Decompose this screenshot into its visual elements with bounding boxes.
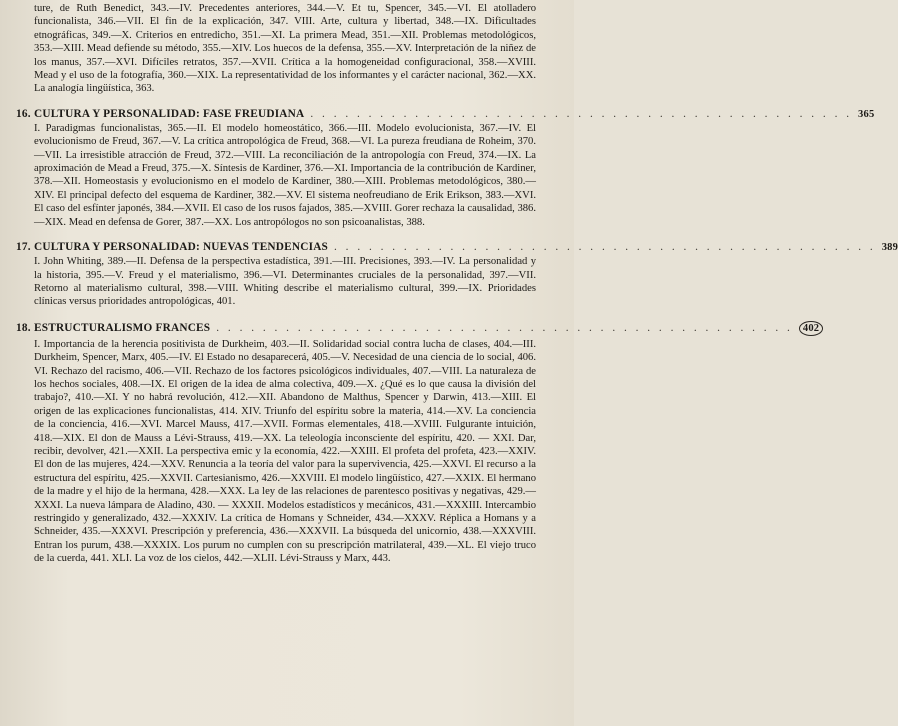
chapter-15-continuation: ture, de Ruth Benedict, 343.—IV. Precedentes anteriores, 344.—V. Et tu, Spencer, 345.—VI. El atolladero funcionalista, 346.—VII. El fin de la explicación, 347. VIII. Arte, cultura y libertad, 348.—IX. Dificultades etnográficas, 349.—X. Criterios en entredicho, 351.—XI. La primera Mead, 351.—XII. Problemas metodológicos, 353.—XIII. Mead defiende su método, 355.—XIV. Los huecos de la defensa, 355.—XV. Interpretación de la niñez de los manus, 357.—XVI. Difíciles retratos, 357.—XVII. Crítica a la homogeneidad configuracional, 358.—XVIII. Mead y el uso de la fotografía, 360.—XIX. La representatividad de los informantes y el carácter nacional, 362.—XX. La analogía lingüística, 363.	[34, 3, 536, 95]
chapter-title: CULTURA Y PERSONALIDAD: NUEVAS TENDENCIAS	[34, 241, 329, 254]
chapter-18	[16, 321, 820, 566]
dot-leader: . . . . . . . . . . . . . . . . . . . . . . . . . . . . . . . . . . . . . . . . . . . . . . . . . .	[216, 321, 793, 334]
chapter-page-number: 365	[858, 108, 875, 120]
chapter-number: 18.	[16, 321, 31, 334]
chapter-sections: I. Importancia de la herencia positivista de Durkheim, 403.—II. Solidaridad social contra lucha de clases, 404.—III. Durkheim, Spencer, Marx, 405.—IV. El Estado no desaparecerá, 405.—V. Necesidad de una ciencia de lo social, 406. VI. Rechazo del racismo, 406.—VII. Rechazo de los factores psicológicos individuales, 407.—VIII. La naturaleza de los hechos sociales, 408.—IX. El origen de la idea de alma colectiva, 409.—X. ¿Qué es lo que causa la división del trabajo?, 410.—XI. Y no habrá revolución, 412.—XII. Abandono de Malthus, Spencer y Darwin, 413.—XIII. El origen de las explicaciones funcionalistas, 414. XIV. Triunfo del espíritu sobre la materia, 414.—XV. La conciencia de la conciencia, 416.—XVI. Marcel Mauss, 417.—XVII. Formas elementales, 418.—XVIII. Fulgurante intuición, 418.—XIX. El don de Mauss a Lévi-Strauss, 419.—XX. La teleología inconsciente del espíritu, 420. — XXI. Dar, recibir, devolver, 421.—XXII. La perspectiva emic y la economía, 422.—XXIII. El profeta del profeta, 423.—XXIV. El don de las mujeres, 424.—XXV. Renuncia a la teoría del valor para la supervivencia, 425.—XXVI. El recurso a la estructura del espíritu, 425.—XXVII. Cartesianismo, 426.—XXVIII. El modelo lingüístico, 427.—XXIX. El hermano de la madre y el hijo de la hermana, 428.—XXX. La ley de las relaciones de parentesco positivas y negativas, 429.—XXXI. La nueva lámpara de Aladino, 430. — XXXII. Modelos estadísticos y mecánicos, 431.—XXXIII. Intercambio restringido y generalizado, 432.—XXXIV. La crítica de Homans y Schneider, 434.—XXXV. Réplica a Homans y a Schneider, 435.—XXXVI. Prescripción y preferencia, 436.—XXXVII. La búsqueda del unicornio, 438.—XXXVIII. Entran los purum, 438.—XXXIX. Los purum no cumplen con su prescripción matrilateral, 439.—XL. El viejo truco de la cuerda, 441. XLI. La voz de los cielos, 442.—XLII. Lévi-Strauss y Marx, 443.	[34, 338, 536, 565]
chapter-title-row	[16, 321, 820, 336]
dot-leader: . . . . . . . . . . . . . . . . . . . . . . . . . . . . . . . . . . . . . . . . . . . . . . .	[334, 241, 876, 254]
dot-leader: . . . . . . . . . . . . . . . . . . . . . . . . . . . . . . . . . . . . . . . . . . . . . . .	[310, 107, 853, 120]
chapter-title: ESTRUCTURALISMO FRANCES	[34, 321, 211, 334]
chapter-sections: I. Paradigmas funcionalistas, 365.—II. El modelo homeostático, 366.—III. Modelo evolucionista, 367.—IV. El evolucionismo de Freud, 367.—V. La crítica antropológica de Freud, 368.—VI. La pureza freudiana de Roheim, 370.—VII. La irresistible atracción de Freud, 372.—VIII. La reconciliación de la antropología con Freud, 374.—IX. La aproximación de Mead a Freud, 375.—X. Síntesis de Kardiner, 376.—XI. Importancia de la contribución de Kardiner, 378.—XII. Homeostasis y evolucionismo en el modelo de Kardiner, 380.—XIII. Problemas metodológicos, 380.—XIV. El principal defecto del esquema de Kardiner, 382.—XV. El sistema neofreudiano de Erik Erikson, 383.—XVI. El caso del esfínter japonés, 384.—XVII. El caso de los rusos fajados, 385.—XVIII. Gorer rechaza la causalidad, 386.—XIX. Mead en defensa de Gorer, 387.—XX. Los antropólogos no son psicoanalistas, 388.	[34, 122, 536, 228]
chapter-title-row	[16, 107, 875, 120]
chapter-page-number: 389	[881, 242, 898, 254]
chapter-title-row	[16, 241, 898, 254]
chapter-title: CULTURA Y PERSONALIDAD: FASE FREUDIANA	[34, 107, 305, 120]
chapter-number: 17.	[16, 241, 31, 254]
chapter-16	[16, 107, 875, 229]
chapter-number: 16.	[16, 107, 31, 120]
chapter-17	[16, 241, 898, 309]
chapter-sections: I. John Whiting, 389.—II. Defensa de la perspectiva estadística, 391.—III. Precisiones, 393.—IV. La personalidad y la historia, 395.—V. Freud y el materialismo, 396.—VI. Determinantes cruciales de la personalidad, 397.—VII. Retorno al materialismo cultural, 398.—VIII. Whiting describe el materialismo cultural, 399.—IX. Prioridades clínicas versus prioridades antropológicas, 401.	[34, 256, 536, 308]
chapter-page-number: 402	[799, 321, 823, 336]
